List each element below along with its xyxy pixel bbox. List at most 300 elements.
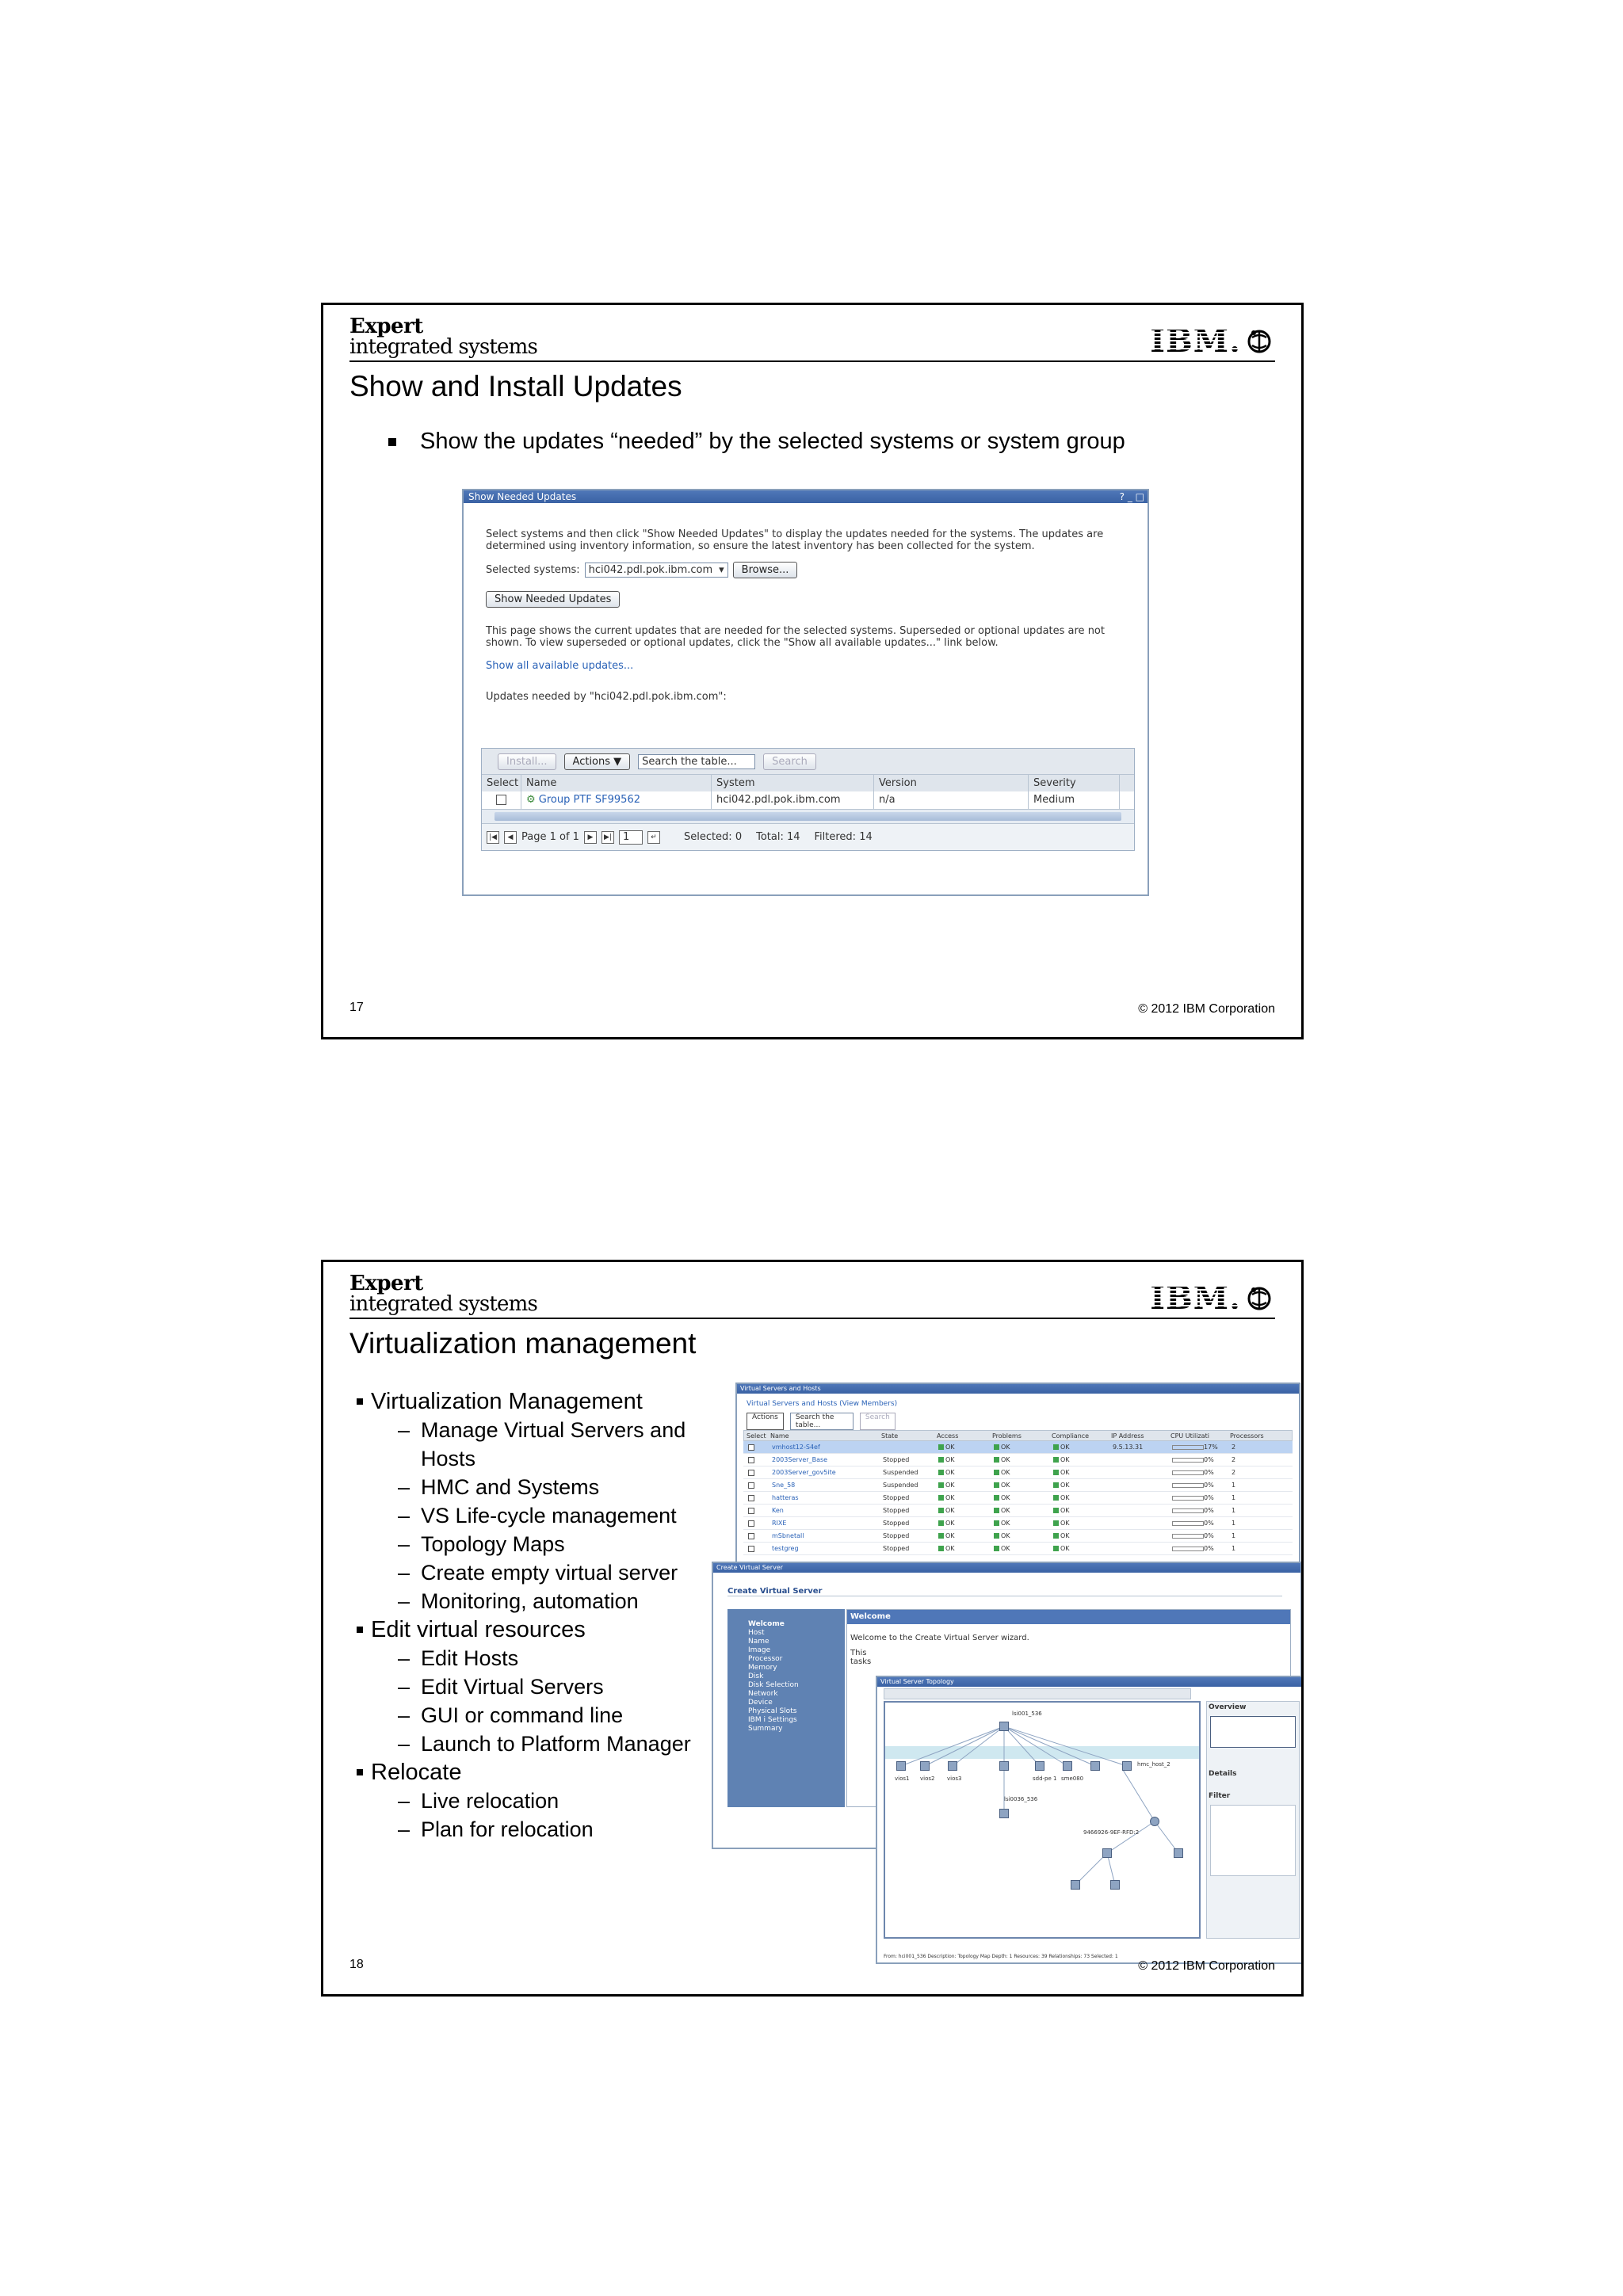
topology-node[interactable]	[1122, 1761, 1132, 1771]
chevron-down-icon: ▼	[613, 755, 622, 768]
cpu-bar	[1172, 1445, 1204, 1450]
row-compliance-text: OK	[1060, 1532, 1070, 1539]
chevron-down-icon: ▾	[719, 564, 724, 576]
wizard-step[interactable]: Physical Slots	[748, 1707, 797, 1715]
row-problems-text: OK	[1001, 1494, 1010, 1501]
row-cpu	[1170, 1543, 1229, 1554]
row-checkbox-box[interactable]	[748, 1508, 754, 1514]
selected-count: Selected: 0	[683, 831, 743, 843]
cpu-bar	[1172, 1521, 1204, 1526]
row-checkbox-box[interactable]	[748, 1444, 754, 1451]
row-access-text: OK	[945, 1494, 955, 1501]
sub-bullet-text: Edit Virtual Servers	[421, 1675, 604, 1699]
search-button[interactable]: Search	[763, 753, 816, 770]
shot-toolbar	[747, 1413, 896, 1430]
panel-text: Welcome to the Create Virtual Server wizard.	[850, 1634, 1029, 1642]
row-state: Stopped	[883, 1456, 910, 1463]
selected-systems-select[interactable]	[585, 563, 728, 578]
first-page-icon[interactable]: |◀	[487, 831, 499, 844]
panel-text-2: This	[850, 1649, 867, 1657]
topology-node[interactable]	[1071, 1880, 1080, 1890]
table-row[interactable]	[743, 1479, 1293, 1492]
cpu-text: 0%	[1204, 1507, 1214, 1514]
col-name[interactable]: Name	[521, 775, 712, 791]
wizard-step[interactable]: Memory	[748, 1664, 777, 1672]
sub-bullet-text: VS Life-cycle management	[421, 1504, 677, 1527]
row-name[interactable]: mSbnetall	[772, 1532, 804, 1539]
wizard-step[interactable]: Welcome	[748, 1620, 785, 1628]
col-version[interactable]: Version	[874, 775, 1029, 791]
col-state[interactable]: State	[881, 1432, 899, 1440]
status-ok-icon	[1053, 1520, 1059, 1526]
overview-minimap[interactable]	[1210, 1716, 1296, 1748]
next-page-icon[interactable]: ▶	[584, 831, 597, 844]
globe-icon	[1246, 1285, 1273, 1312]
sub-bullet: – Topology Maps	[357, 1530, 698, 1558]
col-access[interactable]: Access	[937, 1432, 959, 1440]
virtual-servers-hosts-screenshot	[735, 1383, 1300, 1569]
row-state: Suspended	[883, 1482, 918, 1489]
wizard-step[interactable]: Device	[748, 1699, 773, 1707]
topology-toolbar[interactable]	[884, 1688, 1191, 1699]
row-ip	[1110, 1517, 1170, 1529]
row-ip	[1110, 1479, 1170, 1491]
cpu-text: 17%	[1204, 1444, 1218, 1451]
status-ok-icon	[1053, 1457, 1059, 1463]
wizard-step[interactable]: Name	[748, 1638, 769, 1646]
status-ok-icon	[938, 1444, 944, 1450]
node-label: lsi0036_536	[1004, 1796, 1038, 1802]
page-input[interactable]: 1	[619, 830, 643, 845]
row-processors: 1	[1232, 1532, 1236, 1539]
slide-title: Show and Install Updates	[349, 370, 682, 402]
row-access	[936, 1543, 991, 1554]
wizard-step[interactable]: Network	[748, 1690, 778, 1698]
horizontal-scrollbar[interactable]	[482, 809, 1134, 823]
node-label: sme080	[1061, 1775, 1084, 1782]
filtered-count: Filtered: 14	[814, 831, 873, 843]
sub-bullet-text: Live relocation	[421, 1789, 559, 1813]
shot-subtitle: Virtual Servers and Hosts (View Members)	[747, 1400, 898, 1408]
row-access-text: OK	[945, 1469, 955, 1476]
last-page-icon[interactable]: ▶|	[601, 831, 614, 844]
prev-page-icon[interactable]: ◀	[504, 831, 517, 844]
cpu-bar	[1172, 1458, 1204, 1463]
row-checkbox-box[interactable]	[748, 1495, 754, 1501]
window-controls[interactable]: ? _ □	[1119, 491, 1144, 502]
row-cpu	[1170, 1517, 1229, 1529]
row-access	[936, 1466, 991, 1478]
row-processors: 1	[1232, 1545, 1236, 1552]
table-row[interactable]	[743, 1505, 1293, 1517]
row-state: Suspended	[883, 1469, 918, 1476]
row-processors: 1	[1232, 1520, 1236, 1527]
topology-node[interactable]	[999, 1809, 1009, 1818]
globe-icon	[1246, 328, 1273, 355]
header-rule	[349, 360, 1275, 362]
sub-bullet: – Create empty virtual server	[357, 1558, 698, 1587]
row-checkbox[interactable]	[496, 795, 506, 805]
panel-title: Welcome	[847, 1610, 1290, 1624]
topology-side-panel	[1206, 1701, 1300, 1939]
row-access	[936, 1454, 991, 1466]
bullet-marker	[357, 1769, 363, 1775]
row-problems-text: OK	[1001, 1482, 1010, 1489]
table-row[interactable]	[743, 1441, 1293, 1454]
status-ok-icon	[938, 1470, 944, 1475]
table-search-input[interactable]: Search the table...	[638, 754, 755, 769]
row-problems	[991, 1466, 1051, 1478]
sub-bullet: – HMC and Systems	[357, 1473, 698, 1501]
row-ip	[1110, 1492, 1170, 1504]
page-indicator: Page 1 of 1	[521, 831, 579, 843]
shot-titlebar: Virtual Server Topology	[877, 1677, 1302, 1687]
row-compliance	[1051, 1454, 1110, 1466]
row-name[interactable]: hatteras	[772, 1494, 799, 1501]
browse-button[interactable]: Browse...	[733, 562, 798, 578]
row-checkbox-box[interactable]	[748, 1457, 754, 1463]
table-header	[743, 1430, 1293, 1441]
sub-bullet-text: Create empty virtual server	[421, 1561, 678, 1585]
show-needed-updates-button[interactable]: Show Needed Updates	[486, 591, 620, 608]
table-row[interactable]	[743, 1530, 1293, 1543]
status-ok-icon	[994, 1495, 999, 1501]
row-name[interactable]: testgreg	[772, 1545, 799, 1552]
row-checkbox[interactable]	[746, 1530, 769, 1542]
col-select[interactable]: Select	[482, 775, 521, 791]
row-access	[936, 1517, 991, 1529]
sub-bullet: – VS Life-cycle management	[357, 1501, 698, 1530]
table-toolbar	[482, 749, 1134, 774]
row-checkbox[interactable]	[746, 1505, 769, 1516]
bullet-group	[357, 1758, 698, 1787]
row-problems-text: OK	[1001, 1444, 1010, 1451]
row-checkbox[interactable]	[746, 1492, 769, 1504]
row-compliance-text: OK	[1060, 1545, 1070, 1552]
intro-text: Select systems and then click "Show Needed Updates" to display the updates needed for the systems. The updates are determined using inventory information, so ensure the latest inventory has been collected for the system.	[486, 528, 1104, 552]
row-cpu	[1170, 1479, 1229, 1491]
row-access	[936, 1505, 991, 1516]
cpu-text: 0%	[1204, 1469, 1214, 1476]
row-name[interactable]: RIXE	[772, 1520, 787, 1527]
table-row[interactable]	[743, 1517, 1293, 1530]
topology-map-screenshot	[876, 1676, 1304, 1964]
bullet-group	[357, 1387, 698, 1416]
row-compliance	[1051, 1505, 1110, 1516]
topology-node[interactable]	[1063, 1761, 1072, 1771]
update-group-icon: ⚙	[526, 794, 539, 806]
row-name[interactable]: Ken	[772, 1507, 784, 1514]
row-ip	[1110, 1505, 1170, 1516]
topology-node[interactable]	[896, 1761, 906, 1771]
row-access-text: OK	[945, 1456, 955, 1463]
bullet-list	[357, 1387, 698, 1844]
node-label: sdd-pe 1	[1033, 1775, 1057, 1782]
selected-systems-label: Selected systems:	[486, 564, 580, 576]
page-number: 17	[349, 1001, 364, 1014]
row-processors: 1	[1232, 1507, 1236, 1514]
selected-systems-row	[486, 562, 1132, 578]
topology-node[interactable]	[1150, 1817, 1159, 1826]
row-compliance-text: OK	[1060, 1507, 1070, 1514]
sub-bullet: – Edit Hosts	[357, 1644, 698, 1672]
sub-bullet: – Monitoring, automation	[357, 1587, 698, 1615]
row-severity: Medium	[1029, 791, 1120, 809]
row-processors: 2	[1232, 1469, 1236, 1476]
row-checkbox[interactable]	[746, 1479, 769, 1491]
row-problems	[991, 1479, 1051, 1491]
col-problems[interactable]: Problems	[992, 1432, 1022, 1440]
table-row[interactable]	[743, 1454, 1293, 1466]
ibm-logo-text: IBM.	[1150, 322, 1241, 360]
row-system: hci042.pdl.pok.ibm.com	[712, 791, 874, 809]
row-checkbox-box[interactable]	[748, 1470, 754, 1476]
row-cpu	[1170, 1466, 1229, 1478]
sub-bullet-text: Monitoring, automation	[421, 1589, 639, 1613]
row-version: n/a	[874, 791, 1029, 809]
slide-18	[321, 1260, 1304, 1997]
topology-node[interactable]	[948, 1761, 957, 1771]
wizard-nav	[727, 1609, 845, 1807]
row-problems	[991, 1454, 1051, 1466]
row-checkbox-box[interactable]	[748, 1546, 754, 1552]
status-ok-icon	[1053, 1444, 1059, 1450]
topology-node[interactable]	[920, 1761, 930, 1771]
cpu-bar	[1172, 1547, 1204, 1551]
row-ip: 9.5.13.31	[1113, 1444, 1144, 1451]
col-cpu[interactable]: CPU Utilizati	[1170, 1432, 1209, 1440]
sub-bullet-text: GUI or command line	[421, 1703, 624, 1727]
col-ip-address[interactable]: IP Address	[1111, 1432, 1144, 1440]
row-problems-text: OK	[1001, 1469, 1010, 1476]
row-checkbox-box[interactable]	[748, 1533, 754, 1539]
row-access-text: OK	[945, 1507, 955, 1514]
status-ok-icon	[1053, 1533, 1059, 1539]
bullet-heading: Edit virtual resources	[371, 1617, 586, 1642]
sub-bullet-text: Launch to Platform Manager	[421, 1732, 691, 1756]
row-problems	[991, 1530, 1051, 1542]
row-state: Stopped	[883, 1494, 910, 1501]
show-needed-updates-window	[462, 489, 1149, 896]
actions-menu[interactable]	[564, 753, 631, 770]
col-name[interactable]: Name	[770, 1432, 789, 1440]
row-compliance-text: OK	[1060, 1494, 1070, 1501]
row-access	[936, 1479, 991, 1491]
row-checkbox[interactable]	[746, 1543, 769, 1554]
row-ip	[1110, 1466, 1170, 1478]
overview-title: Overview	[1209, 1703, 1247, 1711]
topology-node[interactable]	[999, 1761, 1009, 1771]
row-access	[936, 1441, 991, 1453]
updates-table	[481, 748, 1135, 851]
sub-bullet: – Launch to Platform Manager	[357, 1730, 698, 1758]
row-name[interactable]: vmhost12-S4ef	[772, 1444, 820, 1451]
table-body	[743, 1441, 1293, 1555]
row-compliance	[1051, 1543, 1110, 1554]
row-cpu	[1170, 1505, 1229, 1516]
row-checkbox-box[interactable]	[748, 1482, 754, 1489]
status-ok-icon	[938, 1508, 944, 1513]
row-name[interactable]: 2003Server_Base	[772, 1456, 828, 1463]
total-count: Total: 14	[756, 831, 800, 843]
row-access-text: OK	[945, 1532, 955, 1539]
row-state: Stopped	[883, 1532, 910, 1539]
row-name[interactable]: Sne_58	[772, 1482, 796, 1489]
table-row[interactable]	[743, 1492, 1293, 1505]
row-cpu	[1170, 1492, 1229, 1504]
row-access	[936, 1530, 991, 1542]
topology-canvas[interactable]	[884, 1701, 1201, 1939]
node-label: hmc_host_2	[1137, 1761, 1170, 1768]
servers-table	[743, 1430, 1293, 1555]
brand-wordmark	[349, 1273, 537, 1314]
row-cpu	[1170, 1530, 1229, 1542]
row-access-text: OK	[945, 1444, 955, 1451]
wizard-step[interactable]: Disk	[748, 1672, 764, 1680]
row-checkbox[interactable]	[746, 1517, 769, 1529]
col-select[interactable]: Select	[747, 1432, 766, 1440]
row-select-cell	[482, 791, 521, 809]
show-all-updates-link[interactable]: Show all available updates...	[486, 660, 634, 672]
status-ok-icon	[994, 1470, 999, 1475]
wizard-step[interactable]: Host	[748, 1629, 765, 1637]
wizard-step[interactable]: Processor	[748, 1655, 783, 1663]
row-problems	[991, 1492, 1051, 1504]
row-problems	[991, 1517, 1051, 1529]
row-compliance	[1051, 1441, 1110, 1453]
copyright: © 2012 IBM Corporation	[1138, 1002, 1275, 1016]
bullet-heading: Relocate	[371, 1760, 462, 1785]
topology-node[interactable]	[1102, 1848, 1112, 1858]
bullet-marker	[357, 1627, 363, 1633]
actions-label: Actions	[572, 755, 611, 768]
copyright: © 2012 IBM Corporation	[1138, 1959, 1275, 1973]
filter-list[interactable]	[1210, 1805, 1296, 1876]
row-state: Stopped	[883, 1520, 910, 1527]
sub-bullet-text: Edit Hosts	[421, 1646, 519, 1670]
scrollbar-thumb[interactable]	[495, 812, 1121, 821]
table-row[interactable]	[743, 1466, 1293, 1479]
col-compliance[interactable]: Compliance	[1052, 1432, 1090, 1440]
ibm-logo	[1150, 322, 1273, 360]
row-checkbox[interactable]	[746, 1466, 769, 1478]
status-ok-icon	[1053, 1508, 1059, 1513]
wizard-step[interactable]: Disk Selection	[748, 1681, 799, 1689]
cpu-bar	[1172, 1483, 1204, 1488]
cpu-text: 0%	[1204, 1545, 1214, 1552]
status-ok-icon	[994, 1533, 999, 1539]
node-label: 9466926-9EF-RFD:2	[1083, 1829, 1140, 1836]
wizard-step[interactable]: Image	[748, 1646, 771, 1654]
bullet-marker	[357, 1398, 363, 1405]
node-label: vios2	[920, 1775, 935, 1782]
row-problems	[991, 1505, 1051, 1516]
sub-bullet: – Plan for relocation	[357, 1815, 698, 1844]
sub-bullet: – Manage Virtual Servers and Hosts	[357, 1416, 698, 1473]
window-body	[486, 528, 1132, 703]
topology-node[interactable]	[1174, 1848, 1183, 1858]
row-problems-text: OK	[1001, 1456, 1010, 1463]
status-ok-icon	[1053, 1546, 1059, 1551]
shot-titlebar: Create Virtual Server	[713, 1563, 1300, 1573]
row-compliance	[1051, 1466, 1110, 1478]
wizard-step[interactable]: Summary	[748, 1725, 783, 1733]
status-ok-icon	[994, 1520, 999, 1526]
row-compliance	[1051, 1492, 1110, 1504]
window-titlebar	[464, 490, 1148, 503]
row-ip	[1110, 1454, 1170, 1466]
row-checkbox[interactable]	[746, 1454, 769, 1466]
go-icon[interactable]: ↵	[647, 831, 660, 844]
row-ip	[1110, 1543, 1170, 1554]
header-rule	[349, 1318, 1275, 1319]
wizard-step[interactable]: IBM i Settings	[748, 1716, 797, 1724]
col-severity[interactable]: Severity	[1029, 775, 1120, 791]
row-access-text: OK	[945, 1520, 955, 1527]
status-ok-icon	[994, 1546, 999, 1551]
row-ip	[1110, 1530, 1170, 1542]
row-compliance-text: OK	[1060, 1444, 1070, 1451]
col-system[interactable]: System	[712, 775, 874, 791]
status-ok-icon	[994, 1482, 999, 1488]
col-processors[interactable]: Processors	[1230, 1432, 1264, 1440]
bullet-marker	[388, 438, 396, 446]
node-label: lsi001_536	[1012, 1711, 1042, 1717]
row-access-text: OK	[945, 1545, 955, 1552]
sub-bullet-text: Plan for relocation	[421, 1817, 594, 1841]
row-problems	[991, 1441, 1051, 1453]
row-checkbox[interactable]	[746, 1441, 769, 1453]
row-name[interactable]: 2003Server_gov5ite	[772, 1469, 836, 1476]
cpu-text: 0%	[1204, 1520, 1214, 1527]
table-row[interactable]	[743, 1543, 1293, 1555]
status-ok-icon	[938, 1533, 944, 1539]
cpu-text: 0%	[1204, 1494, 1214, 1501]
table-search-input[interactable]: Search the table...	[790, 1413, 854, 1430]
row-access	[936, 1492, 991, 1504]
actions-menu[interactable]: Actions	[747, 1413, 784, 1430]
status-ok-icon	[1053, 1495, 1059, 1501]
row-cpu	[1170, 1441, 1229, 1453]
row-processors: 1	[1232, 1494, 1236, 1501]
status-ok-icon	[938, 1482, 944, 1488]
table-header	[482, 774, 1134, 791]
sub-bullet: – GUI or command line	[357, 1701, 698, 1730]
topology-node[interactable]	[1090, 1761, 1100, 1771]
row-state: Stopped	[883, 1545, 910, 1552]
bullet-group	[357, 1615, 698, 1644]
bullet	[388, 429, 1125, 455]
cpu-bar	[1172, 1496, 1204, 1501]
topology-node[interactable]	[1110, 1880, 1120, 1890]
row-checkbox-box[interactable]	[748, 1520, 754, 1527]
row-compliance-text: OK	[1060, 1456, 1070, 1463]
cpu-text: 0%	[1204, 1456, 1214, 1463]
window-title: Show Needed Updates	[468, 491, 577, 502]
info-text: This page shows the current updates that are needed for the selected systems. Superseded or optional updates are not shown. To view superseded or optional updates, click the "Show all available updates..." link below.	[486, 625, 1105, 649]
node-label: vios1	[895, 1775, 910, 1782]
topology-node[interactable]	[999, 1722, 1009, 1731]
bullet-text: Show the updates “needed” by the selected systems or system group	[420, 429, 1125, 454]
search-button[interactable]: Search	[860, 1413, 896, 1430]
cpu-bar	[1172, 1470, 1204, 1475]
install-button[interactable]: Install...	[498, 753, 556, 770]
row-name-cell[interactable]	[521, 791, 712, 809]
status-ok-icon	[938, 1546, 944, 1551]
topology-node[interactable]	[1035, 1761, 1044, 1771]
row-name: Group PTF SF99562	[538, 794, 640, 806]
slide-title: Virtualization management	[349, 1327, 697, 1360]
